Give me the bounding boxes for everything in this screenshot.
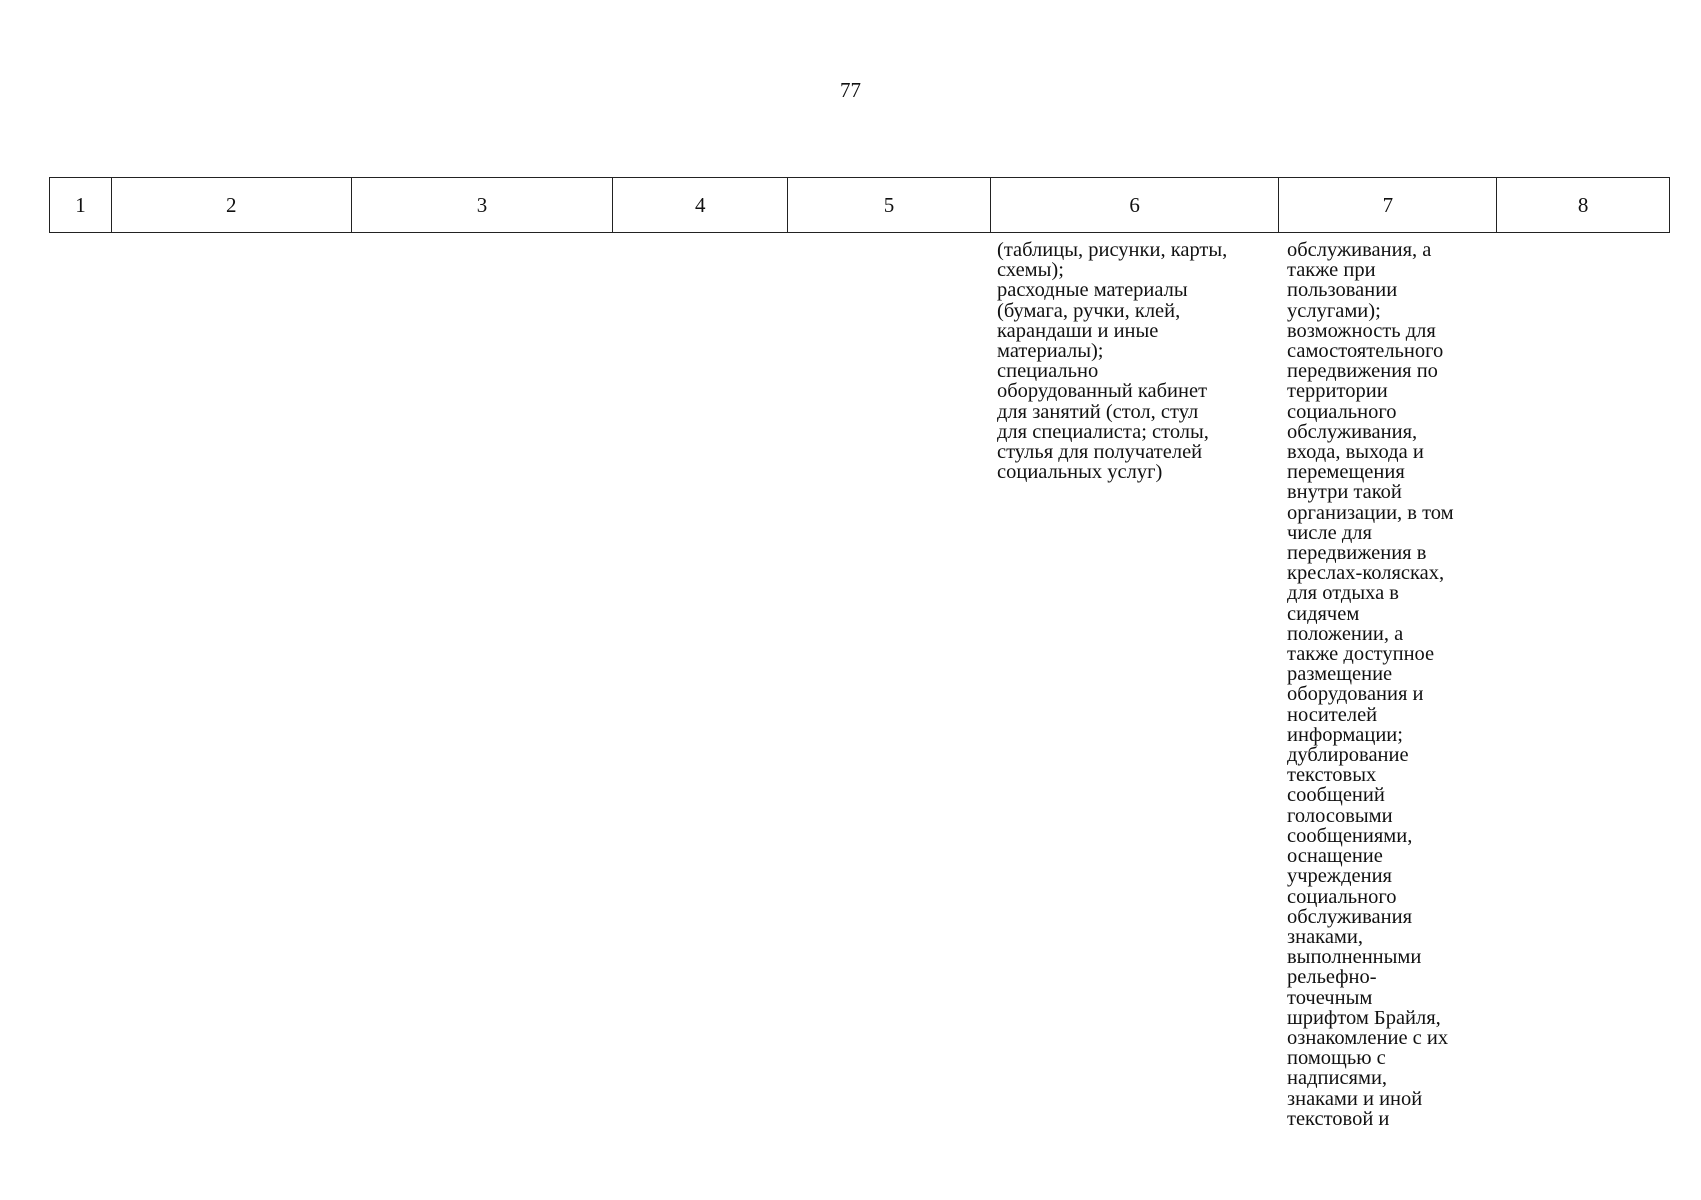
col-7-text-line: знаками и иной <box>1287 1087 1423 1110</box>
col-7-text-line: ознакомление с их <box>1287 1026 1449 1049</box>
col-7-text-line: размещение <box>1287 663 1393 686</box>
col-7-text-line: внутри такой <box>1287 481 1402 504</box>
col-7-text-line: креслах-колясках, <box>1287 562 1445 585</box>
col-7-text-line: также доступное <box>1287 643 1435 666</box>
header-cell-col-1: 1 <box>50 178 112 232</box>
col-6-text-line: для специалиста; столы, <box>997 420 1209 443</box>
col-7-text-line: учреждения <box>1287 865 1392 888</box>
col-7-text-line: положении, а <box>1287 622 1404 645</box>
col-7-text-line: пользовании <box>1287 279 1398 302</box>
col-7-text-line: входа, выхода и <box>1287 441 1424 464</box>
table-cell-col-6-text <box>997 240 1277 482</box>
header-cell-col-5: 5 <box>788 178 991 232</box>
col-6-text-line: социальных услуг) <box>997 461 1163 484</box>
table-cell-col-7-text <box>1287 240 1497 1129</box>
col-7-text-line: сидячем <box>1287 602 1360 625</box>
col-6-text-line: (бумага, ручки, клей, <box>997 299 1181 322</box>
col-7-text-line: обслуживания, а <box>1287 239 1432 261</box>
col-6-text-line: оборудованный кабинет <box>997 380 1208 403</box>
col-7-text-line: передвижения в <box>1287 542 1427 565</box>
col-7-text-line: социального <box>1287 400 1397 423</box>
col-7-text-line: информации; <box>1287 723 1403 746</box>
col-7-text-line: надписями, <box>1287 1067 1388 1090</box>
col-7-text-line: возможность для <box>1287 319 1436 342</box>
col-6-text-line: для занятий (стол, стул <box>997 400 1199 423</box>
col-7-text-line: социального <box>1287 885 1397 908</box>
col-7-text-line: оборудования и <box>1287 683 1424 706</box>
col-6-text-line: расходные материалы <box>997 279 1188 302</box>
col-7-text-line: также при <box>1287 259 1376 282</box>
col-7-text-line: обслуживания <box>1287 905 1413 928</box>
col-7-text-line: оснащение <box>1287 845 1383 868</box>
header-cell-col-7: 7 <box>1279 178 1497 232</box>
col-7-text-line: для отдыха в <box>1287 582 1399 605</box>
col-7-text-line: голосовыми <box>1287 804 1393 827</box>
col-7-text-line: носителей <box>1287 703 1378 726</box>
col-7-text-line: рельефно- <box>1287 966 1377 989</box>
col-7-text-line: обслуживания, <box>1287 420 1418 443</box>
col-7-text-line: передвижения по <box>1287 360 1438 383</box>
col-7-text-line: шрифтом Брайля, <box>1287 1006 1441 1029</box>
col-7-text-line: организации, в том <box>1287 501 1454 524</box>
col-6-text-line: (таблицы, рисунки, карты, <box>997 239 1228 261</box>
header-cell-col-3: 3 <box>352 178 614 232</box>
header-cell-col-8: 8 <box>1577 192 1589 217</box>
col-6-text-line: карандаши и иные <box>997 319 1159 342</box>
col-7-text-line: текстовых <box>1287 764 1377 787</box>
col-7-text-line: помощью с <box>1287 1047 1386 1070</box>
col-7-text-line: сообщениями, <box>1287 824 1413 847</box>
col-6-text-line: стулья для получателей <box>997 441 1203 464</box>
col-7-text-line: знаками, <box>1287 925 1363 948</box>
col-7-text-line: выполненными <box>1287 946 1422 969</box>
page-number: 77 <box>840 78 861 102</box>
col-7-text-line: перемещения <box>1287 461 1405 484</box>
col-7-text-line: числе для <box>1287 521 1372 544</box>
header-cell-col-2: 2 <box>112 178 352 232</box>
col-7-text-line: дублирование <box>1287 744 1409 767</box>
col-6-text-line: материалы); <box>997 340 1104 363</box>
col-7-text-line: территории <box>1287 380 1388 403</box>
col-6-text-line: схемы); <box>997 259 1064 282</box>
header-cell-col-4: 4 <box>613 178 788 232</box>
table-header-row <box>49 177 1670 233</box>
col-7-text-line: сообщений <box>1287 784 1385 807</box>
col-7-text-line: самостоятельного <box>1287 340 1444 363</box>
col-7-text-line: точечным <box>1287 986 1373 1009</box>
col-7-text-line: текстовой и <box>1287 1107 1390 1130</box>
col-7-text-line: услугами); <box>1287 299 1381 322</box>
col-6-text-line: специально <box>997 360 1099 383</box>
header-cell-col-6: 6 <box>991 178 1280 232</box>
